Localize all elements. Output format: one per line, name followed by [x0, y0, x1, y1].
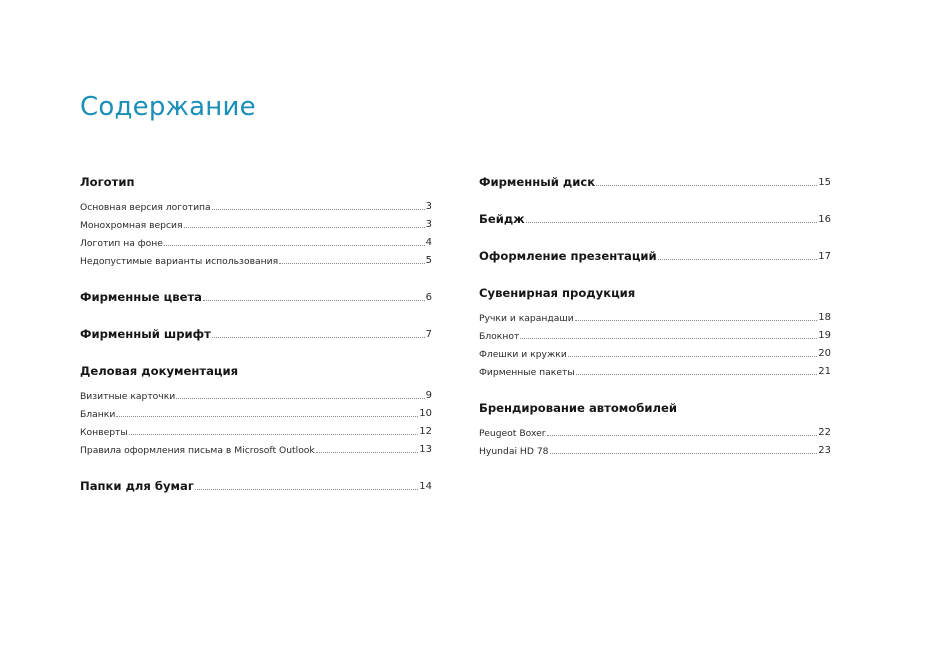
toc-entry-label: Блокнот: [479, 331, 520, 342]
toc-page-number: 18: [818, 312, 831, 323]
dot-leader: [129, 434, 419, 435]
toc-page-number: 19: [818, 330, 831, 341]
toc-heading-label: Фирменный шрифт: [80, 327, 211, 341]
toc-heading[interactable]: [479, 245, 831, 263]
toc-heading-label: Сувенирная продукция: [479, 286, 636, 300]
toc-page-number: 16: [818, 214, 831, 225]
toc-heading[interactable]: [80, 475, 432, 493]
dot-leader: [195, 489, 418, 490]
toc-page-number: 6: [425, 292, 432, 303]
toc-entry-label: Недопустимые варианты использования: [80, 256, 279, 267]
dot-leader: [575, 320, 818, 321]
toc-entry[interactable]: [479, 306, 831, 324]
dot-leader: [658, 259, 818, 260]
toc-page-number: 5: [425, 255, 432, 266]
toc-page-number: 23: [818, 445, 831, 456]
toc-heading-label: Бейдж: [479, 212, 525, 226]
dot-leader: [212, 337, 425, 338]
dot-leader: [596, 185, 817, 186]
toc-heading-label: Папки для бумаг: [80, 479, 194, 493]
toc-entry[interactable]: [80, 438, 432, 456]
toc-section: [80, 171, 432, 267]
toc-heading-label: Логотип: [80, 175, 135, 189]
toc-heading-label: Фирменные цвета: [80, 290, 203, 304]
toc-entry-label: Основная версия логотипа: [80, 202, 211, 213]
toc-heading-label: Фирменный диск: [479, 175, 596, 189]
toc-heading[interactable]: [80, 171, 432, 189]
toc-page-number: 4: [425, 237, 432, 248]
toc-section: [80, 475, 432, 493]
toc-heading[interactable]: [479, 208, 831, 226]
dot-leader: [164, 245, 425, 246]
toc-entry-label: Визитные карточки: [80, 391, 176, 402]
toc-section: [479, 208, 831, 226]
toc-entry-label: Фирменные пакеты: [479, 367, 575, 378]
dot-leader: [184, 227, 425, 228]
toc-page-number: 12: [419, 426, 432, 437]
toc-section: [479, 397, 831, 457]
toc-heading[interactable]: [479, 397, 831, 415]
toc-right-column: [479, 171, 831, 476]
toc-page-number: 21: [818, 366, 831, 377]
toc-entry-label: Монохромная версия: [80, 220, 183, 231]
toc-heading-label: Брендирование автомобилей: [479, 401, 677, 415]
toc-heading-label: Деловая документация: [80, 364, 239, 378]
dot-leader: [212, 209, 425, 210]
toc-entry[interactable]: [479, 421, 831, 439]
toc-entry-label: Конверты: [80, 427, 128, 438]
toc-section: [80, 360, 432, 456]
toc-section: [479, 245, 831, 263]
toc-heading[interactable]: [80, 323, 432, 341]
toc-page-number: 13: [419, 444, 432, 455]
toc-entry-label: Флешки и кружки: [479, 349, 567, 360]
toc-entry[interactable]: [80, 384, 432, 402]
toc-entry[interactable]: [80, 249, 432, 267]
dot-leader: [550, 453, 818, 454]
toc-entry-label: Peugeot Boxer: [479, 428, 546, 439]
toc-entry[interactable]: [479, 324, 831, 342]
toc-entry-label: Ручки и карандаши: [479, 313, 574, 324]
dot-leader: [176, 398, 424, 399]
dot-leader: [116, 416, 418, 417]
toc-page-number: 3: [425, 219, 432, 230]
toc-page-number: 22: [818, 427, 831, 438]
toc-section: [80, 286, 432, 304]
toc-section: [479, 282, 831, 378]
toc-left-column: [80, 171, 432, 512]
dot-leader: [576, 374, 818, 375]
toc-heading[interactable]: [479, 171, 831, 189]
toc-page-number: 15: [818, 177, 831, 188]
toc-entry[interactable]: [80, 231, 432, 249]
dot-leader: [520, 338, 817, 339]
toc-section: [479, 171, 831, 189]
toc-page-number: 7: [425, 329, 432, 340]
toc-entry-label: Бланки: [80, 409, 116, 420]
toc-entry[interactable]: [80, 195, 432, 213]
toc-page-number: 14: [419, 481, 432, 492]
toc-entry[interactable]: [80, 420, 432, 438]
toc-page-number: 17: [818, 251, 831, 262]
page-title: Содержание: [80, 92, 256, 122]
dot-leader: [547, 435, 818, 436]
toc-entry-label: Правила оформления письма в Microsoft Outlook: [80, 445, 315, 456]
toc-page-number: 10: [419, 408, 432, 419]
dot-leader: [279, 263, 425, 264]
toc-heading[interactable]: [479, 282, 831, 300]
dot-leader: [568, 356, 817, 357]
toc-heading[interactable]: [80, 286, 432, 304]
toc-page-number: 9: [425, 390, 432, 401]
toc-page-number: 20: [818, 348, 831, 359]
toc-entry[interactable]: [479, 342, 831, 360]
toc-page-number: 3: [425, 201, 432, 212]
dot-leader: [203, 300, 425, 301]
toc-section: [80, 323, 432, 341]
dot-leader: [316, 452, 419, 453]
toc-entry[interactable]: [80, 213, 432, 231]
toc-entry-label: Логотип на фоне: [80, 238, 163, 249]
toc-heading[interactable]: [80, 360, 432, 378]
toc-entry[interactable]: [80, 402, 432, 420]
dot-leader: [526, 222, 818, 223]
toc-entry[interactable]: [479, 439, 831, 457]
toc-entry[interactable]: [479, 360, 831, 378]
toc-heading-label: Оформление презентаций: [479, 249, 657, 263]
toc-entry-label: Hyundai HD 78: [479, 446, 549, 457]
